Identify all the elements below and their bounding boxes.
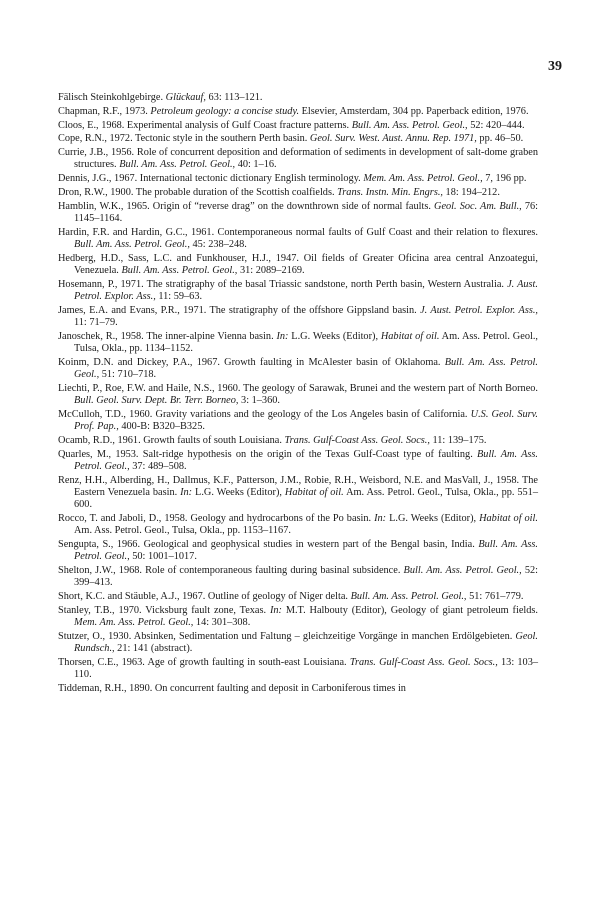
reference-text: Janoschek, R., 1958. The inner-alpine Vienna basin. — [58, 330, 277, 342]
reference-entry — [58, 383, 538, 407]
reference-italic-text: Mem. Am. Ass. Petrol. Geol., — [363, 173, 483, 185]
reference-italic-text: Trans. Instn. Min. Engrs., — [337, 186, 443, 198]
reference-text: 37: 489–508. — [129, 460, 187, 472]
reference-text: Stutzer, O., 1930. Absinken, Sedimentation und Faltung – gleichzeitige Vorgänge in manchen Erdölgebieten. — [58, 630, 516, 642]
reference-entry — [58, 409, 538, 433]
reference-italic-text: Bull. Am. Ass. Petrol. Geol., — [74, 356, 538, 380]
reference-entry — [58, 657, 538, 681]
reference-text: 63: 113–121. — [205, 92, 263, 103]
reference-italic-text: Mem. Am. Ass. Petrol. Geol., — [74, 616, 194, 628]
reference-entry — [58, 227, 538, 251]
reference-text: 40: 1–16. — [235, 159, 277, 171]
reference-text: Thorsen, C.E., 1963. Age of growth faulting in south-east Louisiana. — [58, 656, 350, 668]
reference-italic-text: Bull. Am. Ass. Petrol. Geol., — [351, 119, 468, 131]
reference-text: 11: 59–63. — [155, 290, 203, 302]
reference-text: L.G. Weeks (Editor), — [386, 512, 480, 524]
reference-text: Cope, R.N., 1972. Tectonic style in the southern Perth basin. — [58, 133, 310, 145]
reference-italic-text: In: — [269, 604, 282, 616]
reference-text: Koinm, D.N. and Dickey, P.A., 1967. Growth faulting in McAlester basin of Oklahoma. — [58, 356, 445, 368]
reference-italic-text: Bull. Am. Ass. Petrol. Geol., — [119, 159, 236, 171]
page-number: 39 — [548, 59, 562, 74]
reference-text: Stanley, T.B., 1970. Vicksburg fault zone, Texas. — [58, 604, 270, 616]
reference-text: 18: 194–212. — [442, 186, 500, 198]
reference-text: 50: 1001–1017. — [129, 550, 197, 562]
reference-text: Am. Ass. Petrol. Geol., Tulsa, Okla., pp. 1134–1152. — [74, 330, 538, 354]
reference-entry — [58, 253, 538, 277]
reference-text: Short, K.C. and Stäuble, A.J., 1967. Outline of geology of Niger delta. — [58, 590, 351, 602]
reference-text: Rocco, T. and Jaboli, D., 1958. Geology and hydrocarbons of the Po basin. — [58, 512, 375, 524]
reference-italic-text: U.S. Geol. Surv. Prof. Pap., — [74, 408, 539, 432]
reference-entry — [58, 683, 538, 695]
reference-text: Fälisch Steinkohlgebirge. — [58, 92, 166, 103]
reference-text: 52: 399–413. — [74, 564, 538, 588]
reference-italic-text: Glückauf, — [165, 92, 206, 103]
reference-text: 31: 2089–2169. — [237, 264, 305, 276]
reference-text: 3: 1–360. — [238, 394, 280, 406]
reference-text: L.G. Weeks (Editor), — [288, 330, 381, 342]
reference-italic-text: In: — [276, 330, 289, 342]
reference-entry — [58, 513, 538, 537]
reference-text: 11: 139–175. — [429, 434, 487, 446]
reference-entry — [58, 173, 538, 185]
reference-entry — [58, 201, 538, 225]
reference-entry — [58, 106, 538, 118]
reference-italic-text: J. Aust. Petrol. Explor. Ass., — [74, 278, 538, 302]
reference-italic-text: Bull. Am. Ass. Petrol. Geol., — [74, 538, 538, 562]
reference-text: 45: 238–248. — [189, 238, 247, 250]
reference-text: Quarles, M., 1953. Salt-ridge hypothesis on the origin of the Texas Gulf-Coast type of faulting. — [58, 448, 477, 460]
reference-italic-text: In: — [180, 486, 193, 498]
reference-text: M.T. Halbouty (Editor), Geology of giant petroleum fields. — [281, 604, 538, 616]
reference-entry — [58, 331, 538, 355]
reference-text: Chapman, R.F., 1973. — [58, 105, 151, 117]
reference-entry — [58, 279, 538, 303]
reference-text: Shelton, J.W., 1968. Role of contemporaneous faulting during basinal subsidence. — [58, 564, 404, 576]
reference-text: pp. 46–50. — [476, 133, 524, 145]
reference-entry — [58, 539, 538, 563]
reference-italic-text: Petroleum geology: a concise study. — [150, 105, 300, 117]
reference-text: McCulloh, T.D., 1960. Gravity variations and the geology of the Los Angeles basin of California. — [58, 408, 471, 420]
reference-text: 14: 301–308. — [193, 616, 251, 628]
reference-text: Renz, H.H., Alberding, H., Dallmus, K.F., Patterson, J.M., Robie, R.H., Weisbord, N.E. and MasVall, J., 1958. The Eastern Venezuela basin. — [58, 474, 538, 498]
reference-italic-text: Bull. Am. Ass. Petrol. Geol., — [403, 564, 522, 576]
reference-text: Cloos, E., 1968. Experimental analysis of Gulf Coast fracture patterns. — [58, 119, 352, 131]
reference-entry — [58, 565, 538, 589]
reference-italic-text: Bull. Am. Ass. Petrol. Geol., — [350, 590, 467, 602]
reference-italic-text: Bull. Am. Ass. Petrol. Geol., — [74, 238, 190, 250]
reference-text: 52: 420–444. — [467, 119, 525, 131]
reference-text: 7, 196 pp. — [482, 173, 527, 185]
reference-text: Sengupta, S., 1966. Geological and geophysical studies in western part of the Bengal basin, India. — [58, 538, 479, 550]
reference-text: Am. Ass. Petrol. Geol., Tulsa, Okla., pp. 551–600. — [74, 486, 538, 510]
reference-italic-text: Trans. Gulf-Coast Ass. Geol. Socs., — [349, 656, 498, 668]
reference-text: 11: 71–79. — [74, 316, 118, 328]
reference-text: Hosemann, P., 1971. The stratigraphy of the basal Triassic sandstone, north Perth basin, Western Australia. — [58, 278, 508, 290]
reference-entry — [58, 187, 538, 199]
reference-italic-text: Geol. Rundsch., — [74, 630, 538, 654]
reference-text: 400-B: B320–B325. — [118, 420, 205, 432]
reference-entry — [58, 605, 538, 629]
reference-entry — [58, 120, 538, 132]
reference-text: Hardin, F.R. and Hardin, G.C., 1961. Contemporaneous normal faults of Gulf Coast and their relation to flexures. — [58, 226, 538, 238]
reference-italic-text: Geol. Surv. West. Aust. Annu. Rep. 1971, — [309, 133, 477, 145]
reference-italic-text: J. Aust. Petrol. Explor. Ass., — [420, 304, 539, 316]
reference-text: Dennis, J.G., 1967. International tectonic dictionary English terminology. — [58, 173, 364, 185]
reference-text: 13: 103–110. — [74, 656, 538, 680]
reference-entry — [58, 449, 538, 473]
reference-text: 51: 710–718. — [99, 368, 157, 380]
reference-text: Elsevier, Amsterdam, 304 pp. Paperback edition, 1976. — [299, 105, 529, 117]
reference-entry — [58, 475, 538, 512]
reference-text: Liechti, P., Roe, F.W. and Haile, N.S., 1960. The geology of Sarawak, Brunei and the western part of North Borneo. — [58, 382, 538, 394]
reference-italic-text: Habitat of oil. — [479, 512, 538, 524]
reference-italic-text: Bull. Am. Ass. Petrol. Geol., — [74, 448, 538, 472]
reference-text: 51: 761–779. — [466, 590, 524, 602]
reference-italic-text: Trans. Gulf-Coast Ass. Geol. Socs., — [284, 434, 430, 446]
reference-entry — [58, 92, 538, 104]
reference-entry — [58, 133, 538, 145]
reference-text: 21: 141 (abstract). — [114, 642, 193, 654]
reference-text: Ocamb, R.D., 1961. Growth faults of south Louisiana. — [58, 434, 285, 446]
reference-italic-text: Habitat of oil. — [284, 486, 344, 498]
reference-italic-text: In: — [374, 512, 387, 524]
reference-text: Hamblin, W.K., 1965. Origin of “reverse drag” on the downthrown side of normal faults. — [58, 200, 435, 212]
reference-italic-text: Bull. Geol. Surv. Dept. Br. Terr. Borneo, — [74, 394, 239, 406]
reference-list — [58, 92, 538, 696]
reference-entry — [58, 357, 538, 381]
reference-text: L.G. Weeks (Editor), — [192, 486, 285, 498]
reference-entry — [58, 435, 538, 447]
reference-text: James, E.A. and Evans, P.R., 1971. The stratigraphy of the offshore Gippsland basin. — [58, 304, 421, 316]
reference-text: Dron, R.W., 1900. The probable duration of the Scottish coalfields. — [58, 186, 338, 198]
reference-entry — [58, 591, 538, 603]
reference-text: Am. Ass. Petrol. Geol., Tulsa, Okla., pp. 1153–1167. — [74, 524, 291, 536]
reference-italic-text: Geol. Soc. Am. Bull., — [434, 200, 522, 212]
reference-text: Currie, J.B., 1956. Role of concurrent deposition and deformation of sediments in development of salt-dome graben structures. — [58, 147, 538, 171]
reference-entry — [58, 631, 538, 655]
reference-text: 76: 1145–1164. — [74, 200, 538, 224]
reference-entry — [58, 305, 538, 329]
reference-italic-text: Habitat of oil. — [380, 330, 440, 342]
reference-entry — [58, 147, 538, 171]
reference-text: Hedberg, H.D., Sass, L.C. and Funkhouser, H.J., 1947. Oil fields of Greater Oficina area central Anzoategui, Venezuela. — [58, 252, 538, 276]
reference-italic-text: Bull. Am. Ass. Petrol. Geol., — [121, 264, 238, 276]
reference-text: Tiddeman, R.H., 1890. On concurrent faulting and deposit in Carboniferous times in — [58, 682, 406, 694]
